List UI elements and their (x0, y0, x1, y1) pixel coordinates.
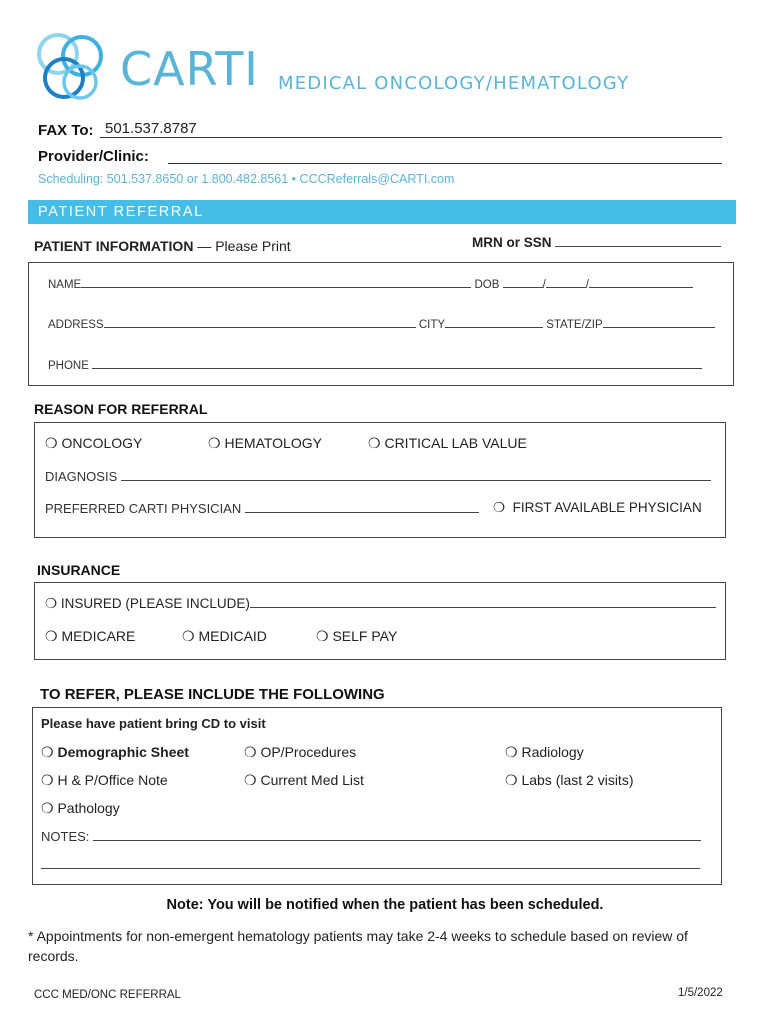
physician-field[interactable] (245, 503, 479, 513)
notes-field[interactable] (93, 831, 701, 841)
address-label: ADDRESS (48, 319, 104, 331)
notification-note: Note: You will be notified when the patient has been scheduled. (166, 897, 604, 913)
checkbox-icon[interactable]: ❍ (41, 800, 54, 816)
checkbox-icon[interactable]: ❍ (316, 628, 329, 644)
patient-info-heading (34, 238, 291, 254)
notes-field-line-2[interactable] (41, 868, 700, 869)
checkbox-icon[interactable]: ❍ (244, 772, 257, 788)
fax-label: FAX To: (38, 122, 94, 139)
labs-option[interactable]: ❍ Labs (last 2 visits) (505, 772, 634, 788)
insurance-box (34, 582, 726, 660)
current-med-list-option[interactable]: ❍ Current Med List (244, 772, 364, 788)
dob-year-field[interactable] (589, 278, 693, 288)
provider-label: Provider/Clinic: (38, 148, 149, 165)
cd-note: Please have patient bring CD to visit (41, 716, 266, 731)
checkbox-icon[interactable]: ❍ (41, 744, 54, 760)
phone-row (48, 359, 702, 372)
medicaid-option[interactable]: ❍ MEDICAID (182, 628, 267, 644)
notes-row (41, 829, 701, 844)
checkbox-icon[interactable]: ❍ (505, 744, 518, 760)
first-available-option[interactable]: ❍ FIRST AVAILABLE PHYSICIAN (493, 500, 702, 515)
city-label: CITY (418, 319, 446, 331)
fax-value: 501.537.8787 (105, 120, 197, 137)
form-id: CCC MED/ONC REFERRAL (34, 989, 181, 1001)
insurance-heading: INSURANCE (37, 562, 121, 578)
name-field[interactable] (81, 278, 471, 288)
dob-month-field[interactable] (503, 278, 543, 288)
dob-day-field[interactable] (546, 278, 586, 288)
insured-row (45, 596, 716, 612)
pathology-option[interactable]: ❍ Pathology (41, 800, 120, 816)
address-row (48, 318, 715, 331)
radiology-option[interactable]: ❍ Radiology (505, 744, 584, 760)
mrn-label: MRN or SSN (472, 235, 552, 250)
checkbox-icon[interactable]: ❍ (45, 596, 58, 611)
patient-info-title: PATIENT INFORMATION (34, 238, 194, 254)
checkbox-icon[interactable]: ❍ (182, 628, 195, 644)
checkbox-icon[interactable]: ❍ (244, 744, 257, 760)
address-field[interactable] (104, 318, 416, 328)
hematology-option[interactable]: ❍ HEMATOLOGY (208, 435, 322, 451)
checkbox-icon[interactable]: ❍ (493, 500, 506, 515)
asterisk: * (28, 928, 34, 944)
insured-field[interactable] (250, 598, 716, 608)
medicare-option[interactable]: ❍ MEDICARE (45, 628, 136, 644)
hp-office-note-option[interactable]: ❍ H & P/Office Note (41, 772, 168, 788)
mrn-row (472, 235, 721, 250)
notes-label: NOTES: (41, 829, 90, 844)
phone-label: PHONE (48, 360, 89, 372)
appointment-note (28, 926, 728, 966)
physician-row (45, 501, 479, 516)
self-pay-option[interactable]: ❍ SELF PAY (316, 628, 398, 644)
diagnosis-field[interactable] (121, 471, 711, 481)
physician-label: PREFERRED CARTI PHYSICIAN (45, 501, 242, 516)
patient-referral-banner (28, 200, 736, 224)
checkbox-icon[interactable]: ❍ (45, 628, 58, 644)
provider-field[interactable] (168, 163, 722, 164)
dob-label: DOB (474, 279, 500, 291)
refer-box (32, 707, 722, 885)
mrn-field[interactable] (555, 237, 721, 247)
diagnosis-row (45, 469, 711, 484)
state-zip-field[interactable] (603, 318, 715, 328)
form-date: 1/5/2022 (678, 987, 723, 999)
checkbox-icon[interactable]: ❍ (45, 435, 58, 451)
name-row: NAME DOB / / (48, 278, 693, 291)
critical-lab-option[interactable]: ❍ CRITICAL LAB VALUE (368, 435, 527, 451)
city-field[interactable] (445, 318, 543, 328)
appointment-text: Appointments for non-emergent hematology patients may take 2-4 weeks to schedule based on review of records. (28, 928, 688, 964)
oncology-option[interactable]: ❍ ONCOLOGY (45, 435, 143, 451)
fax-field-line[interactable] (100, 137, 722, 138)
checkbox-icon[interactable]: ❍ (368, 435, 381, 451)
logo-subtitle: MEDICAL ONCOLOGY/HEMATOLOGY (278, 73, 630, 94)
reason-heading: REASON FOR REFERRAL (34, 401, 208, 417)
checkbox-icon[interactable]: ❍ (505, 772, 518, 788)
checkbox-icon[interactable]: ❍ (41, 772, 54, 788)
banner-title: PATIENT REFERRAL (38, 204, 204, 220)
insured-label: INSURED (PLEASE INCLUDE) (60, 596, 250, 611)
name-label: NAME (48, 279, 82, 291)
op-procedures-option[interactable]: ❍ OP/Procedures (244, 744, 357, 760)
diagnosis-label: DIAGNOSIS (45, 469, 118, 484)
state-label: STATE/ZIP (546, 319, 603, 331)
patient-info-suffix: — Please Print (197, 238, 291, 254)
demographic-sheet-option[interactable]: ❍ Demographic Sheet (41, 744, 189, 760)
refer-heading: TO REFER, PLEASE INCLUDE THE FOLLOWING (40, 686, 385, 703)
phone-field[interactable] (92, 359, 702, 369)
checkbox-icon[interactable]: ❍ (208, 435, 221, 451)
logo-wordmark: CARTI (120, 42, 259, 96)
carti-logo-icon (34, 30, 106, 106)
scheduling-info: Scheduling: 501.537.8650 or 1.800.482.8561 • CCCReferrals@CARTI.com (38, 172, 455, 186)
